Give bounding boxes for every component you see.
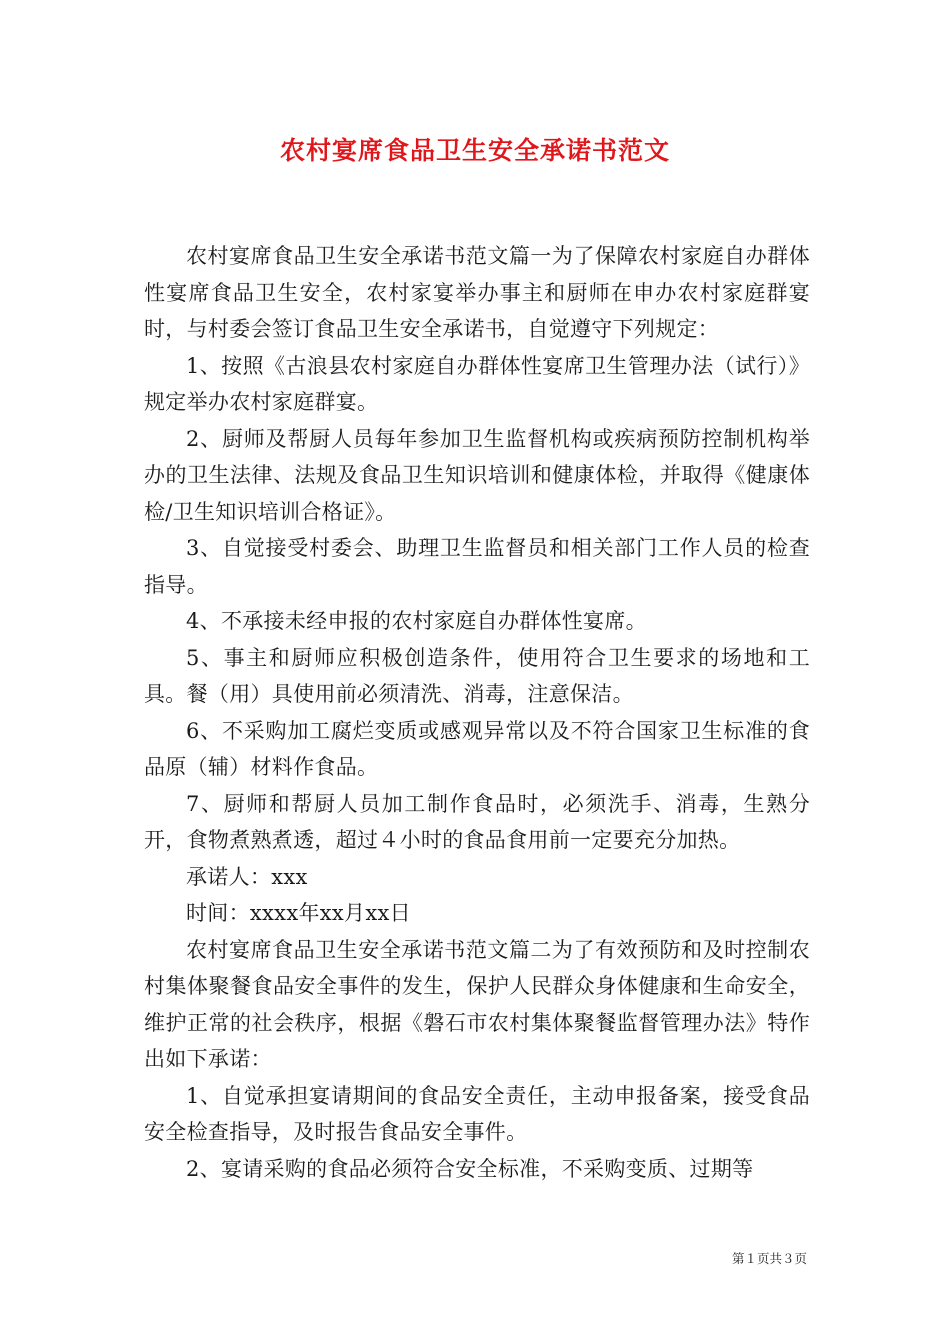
paragraph-item-5: 5、事主和厨师应积极创造条件，使用符合卫生要求的场地和工具。餐（用）具使用前必须清洗、消毒，注意保洁。 bbox=[144, 645, 810, 706]
paragraph-item-7: 7、厨师和帮厨人员加工制作食品时，必须洗手、消毒，生熟分开，食物煮熟煮透，超过４小时的食品食用前一定要充分加热。 bbox=[144, 791, 810, 852]
paragraph-item-6: 6、不采购加工腐烂变质或感观异常以及不符合国家卫生标准的食品原（辅）材料作食品。 bbox=[144, 718, 810, 779]
paragraph-item-4: 4、不承接未经申报的农村家庭自办群体性宴席。 bbox=[186, 609, 647, 633]
paragraph-item-2-1: 1、自觉承担宴请期间的食品安全责任，主动申报备案，接受食品安全检查指导，及时报告食品安全事件。 bbox=[144, 1083, 810, 1144]
document-title: 农村宴席食品卫生安全承诺书范文 bbox=[279, 136, 670, 165]
paragraph-item-2: 2、厨师及帮厨人员每年参加卫生监督机构或疾病预防控制机构举办的卫生法律、法规及食品卫生知识培训和健康体检，并取得《健康体检/卫生知识培训合格证》。 bbox=[144, 426, 810, 524]
paragraph-item-2-2: 2、宴请采购的食品必须符合安全标准，不采购变质、过期等 bbox=[186, 1156, 754, 1181]
date-line: 时间：xxxx年xx月xx日 bbox=[186, 901, 411, 925]
paragraph-item-1: 1、按照《古浪县农村家庭自办群体性宴席卫生管理办法（试行）》规定举办农村家庭群宴。 bbox=[144, 353, 810, 414]
paragraph-item-3: 3、自觉接受村委会、助理卫生监督员和相关部门工作人员的检查指导。 bbox=[144, 536, 810, 597]
signatory-line: 承诺人：xxx bbox=[186, 864, 308, 889]
paragraph-intro-1: 农村宴席食品卫生安全承诺书范文篇一为了保障农村家庭自办群体性宴席食品卫生安全，农村家宴举办事主和厨师在申办农村家庭群宴时，与村委会签订食品卫生安全承诺书，自觉遵守下列规定： bbox=[144, 244, 810, 341]
paragraph-intro-2: 农村宴席食品卫生安全承诺书范文篇二为了有效预防和及时控制农村集体聚餐食品安全事件的发生，保护人民群众身体健康和生命安全，维护正常的社会秩序，根据《磐石市农村集体聚餐监督管理办法》特作出如下承诺： bbox=[144, 937, 810, 1071]
document-body bbox=[144, 238, 810, 1187]
page-indicator: 第１页共３页 bbox=[731, 1251, 807, 1266]
